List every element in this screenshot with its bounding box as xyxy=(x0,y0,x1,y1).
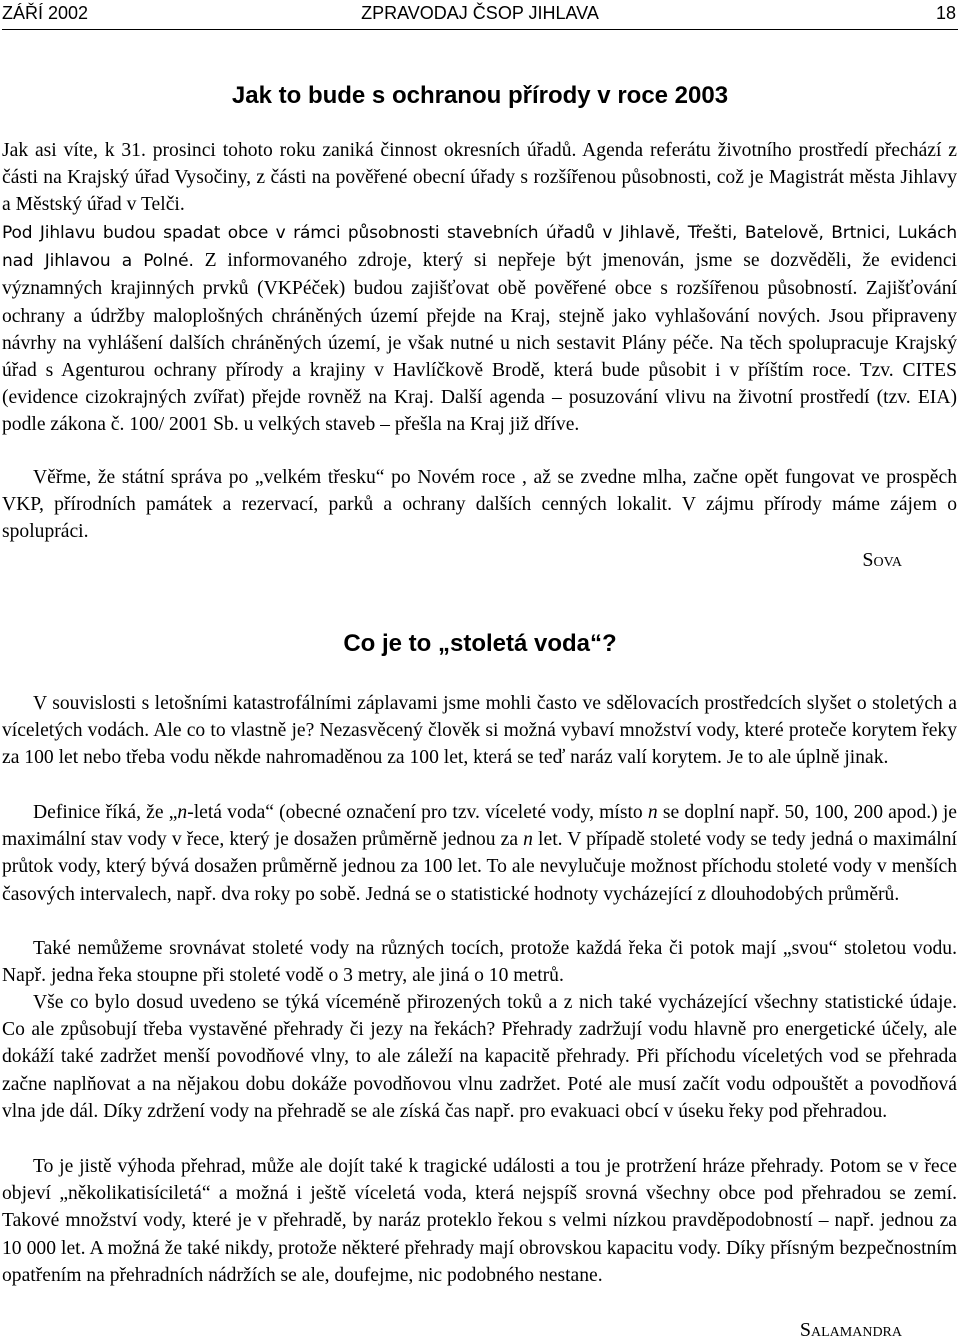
article2-paragraph-2 xyxy=(2,799,957,908)
article2-signature xyxy=(800,1319,902,1342)
article1-paragraph-1: Jak asi víte, k 31. prosinci tohoto roku zaniká činnost okresních úřadů. Agenda referátu životního prostředí přechází z části na Krajský úřad Vysočiny, z části na pověřené obecní úřady s rozšířenou působnosti, což je Magistrát města Jihlavy a Městský úřad v Telči. xyxy=(2,140,957,216)
article1-signature-initial: S xyxy=(862,549,874,571)
article1-signature-rest: ova xyxy=(873,549,902,571)
article1-signature xyxy=(862,549,902,572)
article2-paragraph-2-part-a: Definice říká, že „ xyxy=(33,802,178,823)
page-header xyxy=(2,0,958,30)
header-date: ZÁŘÍ 2002 xyxy=(2,3,89,23)
article2-signature-initial: S xyxy=(799,1319,811,1341)
variable-n: n xyxy=(647,802,658,823)
variable-n: n xyxy=(523,829,533,851)
article2-paragraph-4: Vše co bylo dosud uvedeno se týká víceméně přirozených toků a z nich také vycházející všechny statistické údaje. Co ale způsobují třeba vystavěné přehrady či jezy na řekách? Přehrady zadržují vodu hlavně pro energetické účely, ale dokáží také zadržet menší povodňové vlny, to ale záleží na kapacitě přehrady. Při příchodu víceletých vod se přehrada začne naplňovat a na nějakou dobu dokáže povodňovou vlnu zadržet. Poté ale musí začít vodu odpouštět a povodňová vlna jde dál. Díky zdržení vody na přehradě se ale získá čas např. pro evakuaci obcí v úseku řeky pod přehradou. xyxy=(2,992,957,1122)
article2-paragraph-3: Také nemůžeme srovnávat stoleté vody na různých tocích, protože každá řeka či potok mají „svou“ stoletou vodu. Např. jedna řeka stoupne při stoleté vodě o 3 metry, ale jiná o 10 metrů. xyxy=(2,938,957,987)
article1-paragraph-2-lead: Pod Jihlavu budou spadat obce v rámci působnosti stavebních úřadů v Jihlavě, Třešti, Batelově, Brtnici, Lukách nad Jihlavou a Polné. xyxy=(2,223,957,272)
variable-n: n xyxy=(177,802,188,823)
article2-paragraph-5: To je jistě výhoda přehrad, může ale dojít také k tragické události a tou je protržení hráze přehrady. Potom se v řece objeví „několikatisíciletá“ a možná i ještě víceletá voda, která nejspíš srovná všechny obce pod přehradou se zemí. Takové množství vody, které je v přehradě, by naráz proteklo řekou s velmi nízkou pravděpodobností – např. jednou za 10 000 let. A možná že také nikdy, protože některé přehrady mají obrovskou kapacitu vody. Díky přísným bezpečnostním opatřením na přehradních nádržích se ale, doufejme, nic podobného nestane. xyxy=(2,1156,957,1286)
header-page-number: 18 xyxy=(935,3,956,23)
article2-signature-rest: alamandra xyxy=(811,1319,902,1341)
article1-paragraph-3: Věřme, že státní správa po „velkém třesku“ po Novém roce , až se zvedne mlha, začne opět fungovat ve prospěch VKP, přírodních památek a rezervací, parků a ochrany dalších cenných lokalit. V zájmu přírody máme zájem o spolupráci. xyxy=(2,467,957,543)
header-publication: ZPRAVODAJ ČSOP JIHLAVA xyxy=(361,3,599,23)
article1-paragraph-2-body: Z informovaného zdroje, který si nepřeje být jmenován, jsme se dozvěděli, že evidenci významných krajinných prvků (VKPéček) budou zajišťovat obě pověřené obce s rozšířenou působností. Zajišťování ochrany a údržby maloplošných chráněných území přejde na Kraj, stejně jako vyhlašování nových. Jsou připraveny návrhy na vyhlášení dalších chráněných území, je však nutné u nich sestavit Plány péče. Na těch spolupracuje Krajský úřad s Agenturou ochrany přírody a krajiny v Havlíčkově Brodě, která bude působit i v příštím roce. Tzv. CITES (evidence cizokrajných zvířat) přejde rovněž na Kraj. Další agenda – posuzování vlivu na životní prostředí (tzv. EIA) podle zákona č. 100/ 2001 Sb. u velkých staveb – přešla na Kraj již dříve. xyxy=(2,250,957,436)
article2-paragraph-2-part-d: let. V případě stoleté vody se tedy jedná o maximální průtok vody, který bývá dosažen průměrně jednou za 100 let. To ale nevylučuje možnost příchodu stoleté vody v menších časových intervalech, např. dva roky po sobě. Jedná se o statistické hodnoty vycházející z dlouhodobých průměrů. xyxy=(2,829,957,905)
article2-paragraph-2-part-b: -letá voda“ (obecné označení pro tzv. víceleté vody, místo xyxy=(187,802,648,823)
article-title-hundred-year-flood: Co je to „stoletá voda“? xyxy=(343,630,617,657)
article-title-protection-2003: Jak to bude s ochranou přírody v roce 2003 xyxy=(231,82,729,109)
article1-paragraph-2 xyxy=(2,219,957,439)
article2-paragraph-1: V souvislosti s letošními katastrofálními záplavami jsme mohli často ve sdělovacích prostředcích slyšet o stoletých a víceletých vodách. Ale co to vlastně je? Nezasvěcený člověk si možná vybaví množství vody, které proteče korytem řeky za 100 let nebo třeba vodu někde nahromaděnou za 100 let, která se teď naráz valí korytem. Je to ale úplně jinak. xyxy=(2,693,957,769)
article2-paragraph-2-part-c: se doplní např. 50, 100, 200 apod.) je maximální stav vody v řece, který je dosažen průměrně jednou za xyxy=(2,802,957,851)
